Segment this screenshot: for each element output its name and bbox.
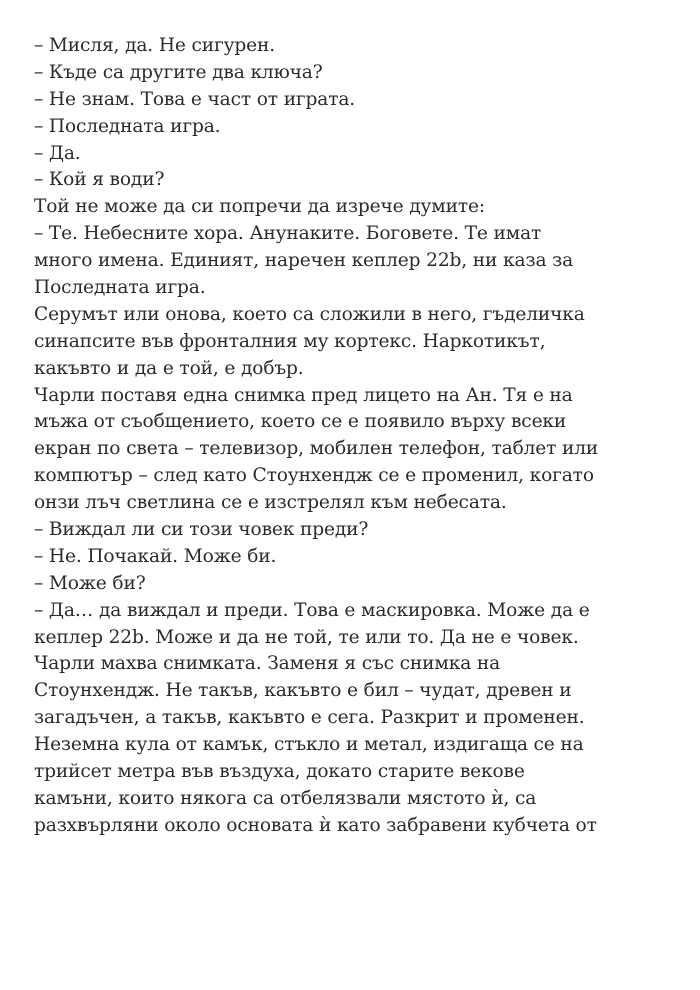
- text-line: – Да.: [34, 142, 81, 164]
- text-line: – Те. Небесните хора. Анунаките. Боговете. Те имат: [34, 223, 542, 245]
- text-line: кеплер 22b. Може и да не той, те или то. Да не е човек.: [34, 626, 579, 648]
- text-line: Той не може да си попречи да изрече думите:: [34, 196, 485, 218]
- text-line: мъжа от съобщението, което се е появило върху всеки: [34, 411, 567, 433]
- text-line: екран по света – телевизор, мобилен телефон, таблет или: [34, 438, 599, 460]
- text-line: – Виждал ли си този човек преди?: [34, 519, 369, 541]
- text-line: Последната игра.: [34, 277, 206, 299]
- text-line: много имена. Единият, наречен кеплер 22b, ни каза за: [34, 250, 574, 272]
- text-line: Неземна кула от камък, стъкло и метал, издигаща се на: [34, 734, 584, 756]
- text-line: какъвто и да е той, е добър.: [34, 357, 304, 379]
- text-line: – Мисля, да. Не сигурен.: [34, 35, 275, 56]
- text-line: Стоунхендж. Не такъв, какъвто е бил – чудат, древен и: [34, 680, 572, 702]
- text-line: загадъчен, а такъв, какъвто е сега. Разкрит и променен.: [34, 707, 585, 729]
- text-line: – Може би?: [34, 572, 146, 594]
- text-line: – Последната игра.: [34, 115, 221, 137]
- text-line: синапсите във фронталния му кортекс. Наркотикът,: [34, 330, 546, 352]
- text-line: камъни, които някога са отбелязвали мястото ѝ, са: [34, 787, 537, 809]
- text-line: – Къде са другите два ключа?: [34, 61, 323, 83]
- body-text: [34, 33, 674, 840]
- text-line: трийсет метра във въздуха, докато старите векове: [34, 761, 525, 783]
- text-line: – Не знам. Това е част от играта.: [34, 88, 356, 110]
- text-line: – Не. Почакай. Може би.: [34, 545, 277, 567]
- text-line: Серумът или онова, което са сложили в него, гъделичка: [34, 303, 585, 325]
- text-line: компютър – след като Стоунхендж се е променил, когато: [34, 465, 594, 487]
- text-line: Чарли поставя една снимка пред лицето на Ан. Тя е на: [34, 384, 573, 406]
- text-line: – Кой я води?: [34, 169, 165, 191]
- text-line: Чарли махва снимката. Заменя я със снимка на: [34, 653, 501, 675]
- text-line: разхвърляни около основата ѝ като забравени кубчета от: [34, 814, 597, 836]
- text-line: онзи лъч светлина се е изстрелял към небесата.: [34, 492, 507, 514]
- text-line: – Да… да виждал и преди. Това е маскировка. Може да е: [34, 599, 590, 621]
